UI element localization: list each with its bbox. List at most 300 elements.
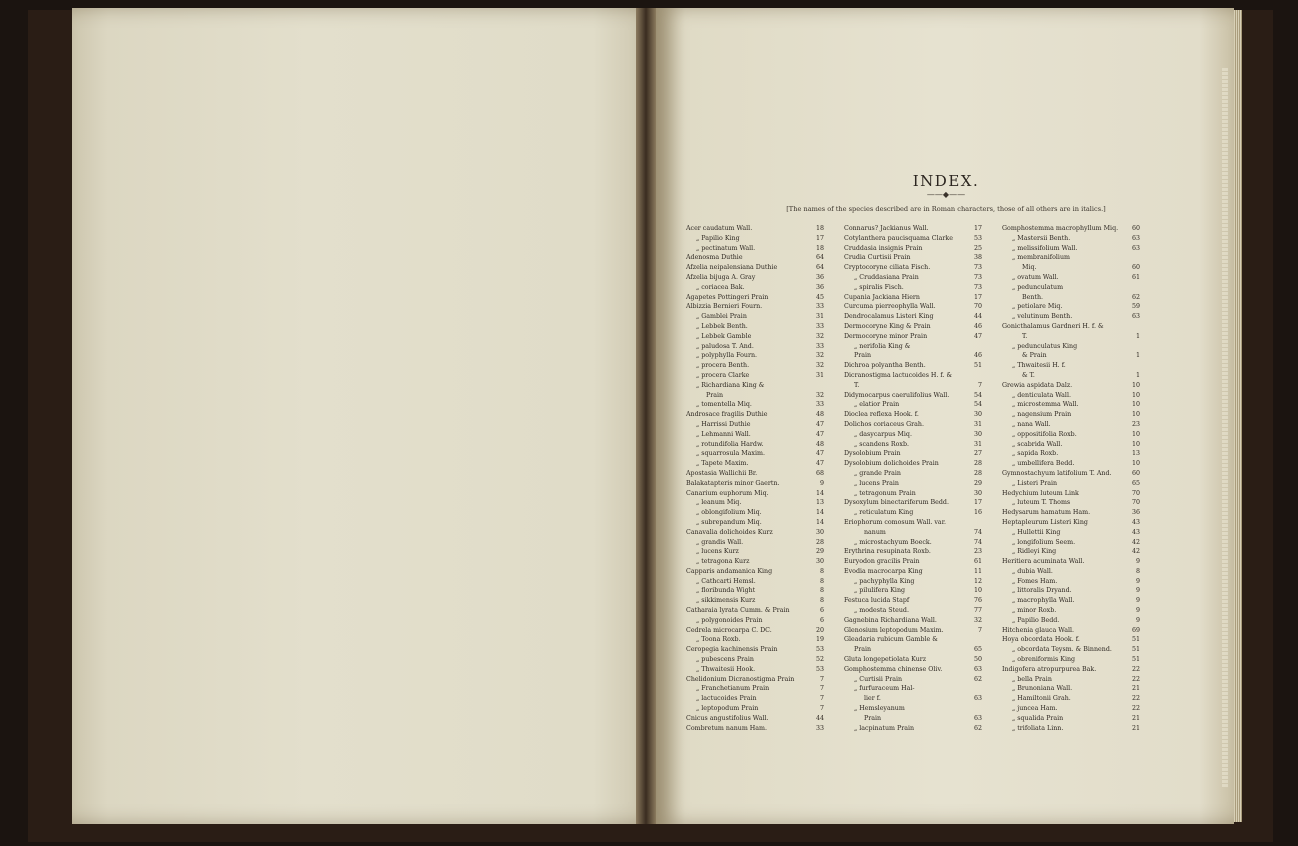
entry-name: „ lactucoides Prain — [696, 695, 757, 703]
index-entry — [844, 312, 982, 322]
entry-page-number: 48 — [815, 440, 824, 448]
index-entry — [844, 498, 982, 508]
entry-name: „ Curtisii Prain — [854, 675, 903, 683]
entry-name: „ pilulifera King — [854, 587, 906, 595]
entry-page-number: 30 — [973, 411, 982, 419]
index-entry — [844, 645, 982, 655]
index-entry — [686, 694, 824, 704]
entry-name: „ oblongifolium Miq. — [696, 509, 762, 517]
entry-page-number: 21 — [1131, 685, 1140, 693]
entry-page-number: 73 — [973, 273, 982, 281]
entry-page-number: 9 — [1135, 597, 1140, 605]
entry-page-number: 36 — [1131, 509, 1140, 517]
entry-page-number: 38 — [973, 254, 982, 262]
index-entry — [844, 253, 982, 263]
entry-name: Dolichos coriaceus Grah. — [844, 420, 924, 428]
entry-page-number: 77 — [973, 607, 982, 615]
entry-page-number: 17 — [973, 499, 982, 507]
entry-name: „ pubescens Prain — [696, 656, 754, 664]
entry-name: Hedychium luteum Link — [1002, 489, 1079, 497]
entry-page-number: 7 — [819, 705, 824, 713]
index-entry — [1002, 635, 1140, 645]
entry-page-number: 7 — [977, 626, 982, 634]
entry-page-number: 65 — [1131, 479, 1140, 487]
entry-name: „ microstemma Wall. — [1012, 401, 1079, 409]
entry-name: „ Tapete Maxim. — [696, 460, 749, 468]
entry-name: Heritiera acuminata Wall. — [1002, 558, 1085, 566]
entry-page-number: 17 — [973, 225, 982, 232]
index-entry — [844, 469, 982, 479]
entry-page-number: 53 — [815, 665, 824, 673]
entry-page-number: 10 — [1131, 411, 1140, 419]
entry-page-number: 53 — [973, 234, 982, 242]
index-entry — [844, 704, 982, 714]
entry-name: Prain — [854, 352, 872, 360]
entry-name: „ dubia Wall. — [1012, 567, 1053, 575]
entry-name: „ spiralis Fisch. — [854, 283, 904, 291]
index-entry — [1002, 273, 1140, 283]
entry-name: „ Fomes Ham. — [1012, 577, 1058, 585]
entry-page-number: 31 — [815, 371, 824, 379]
entry-name: Gagnebina Richardiana Wall. — [844, 616, 937, 624]
entry-name: „ subrepandum Miq. — [696, 518, 762, 526]
index-entry — [686, 724, 824, 734]
entry-page-number: 13 — [1131, 450, 1140, 458]
entry-name: „ scabrida Wall. — [1012, 440, 1063, 448]
entry-name: Afzelia neipalensiana Duthie — [686, 264, 778, 272]
index-entry — [686, 547, 824, 557]
entry-name: „ Hullettii King — [1012, 528, 1061, 536]
index-entry — [844, 273, 982, 283]
index-entry — [686, 469, 824, 479]
entry-name: Acer caudatum Wall. — [686, 225, 753, 232]
index-entry — [844, 400, 982, 410]
entry-name: „ nana Wall. — [1012, 420, 1051, 428]
index-entry — [1002, 606, 1140, 616]
entry-page-number: 28 — [815, 538, 824, 546]
entry-page-number: 63 — [973, 665, 982, 673]
index-entry — [1002, 577, 1140, 587]
entry-name: „ lucens Kurz — [696, 548, 739, 556]
entry-name: Erythrina resupinata Roxb. — [844, 548, 931, 556]
index-entry — [844, 518, 982, 528]
entry-name: Dermocoryne minor Prain — [844, 332, 928, 340]
entry-name: „ trifoliata Linn. — [1012, 724, 1064, 732]
entry-name: Cotylanthera paucisquama Clarke — [844, 234, 953, 242]
entry-name: „ dasycarpus Miq. — [854, 430, 912, 438]
entry-page-number: 7 — [977, 381, 982, 389]
entry-name: „ tetragona Kurz — [696, 558, 750, 566]
index-entry — [1002, 469, 1140, 479]
entry-page-number: 36 — [815, 273, 824, 281]
index-entry — [1002, 694, 1140, 704]
index-entry — [686, 567, 824, 577]
entry-page-number: 46 — [973, 352, 982, 360]
entry-name: „ luteum T. Thoms — [1012, 499, 1071, 507]
index-entry — [1002, 381, 1140, 391]
entry-name: „ pedunculatum — [1012, 283, 1064, 291]
index-entry — [1002, 283, 1140, 293]
index-column-1 — [686, 224, 824, 733]
entry-name: „ elatior Prain — [854, 401, 900, 409]
entry-name: „ rotundifolia Hardw. — [696, 440, 764, 448]
entry-page-number: 28 — [973, 460, 982, 468]
entry-name: Curcuma pierreophylla Wall. — [844, 303, 936, 311]
entry-page-number: 22 — [1131, 675, 1140, 683]
entry-page-number: 14 — [815, 509, 824, 517]
entry-page-number: 64 — [815, 264, 824, 272]
entry-name: lier f. — [864, 695, 881, 703]
entry-name: Cupania Jackiana Hiern — [844, 293, 920, 301]
entry-page-number: 8 — [1135, 567, 1140, 575]
index-entry — [844, 381, 982, 391]
index-entry — [686, 665, 824, 675]
index-entry — [686, 234, 824, 244]
entry-name: Dysoxylum binectariferum Bedd. — [844, 499, 949, 507]
entry-page-number: 28 — [973, 469, 982, 477]
index-entry — [1002, 498, 1140, 508]
index-page — [656, 8, 1234, 824]
index-entry — [686, 596, 824, 606]
entry-name: „ leptopodum Prain — [696, 705, 759, 713]
entry-name: Gonicthalamus Gardneri H. f. & — [1002, 322, 1104, 330]
index-entry — [686, 371, 824, 381]
index-entry — [844, 459, 982, 469]
entry-name: „ pectinatum Wall. — [696, 244, 756, 252]
entry-name: „ oppositifolia Roxb. — [1012, 430, 1077, 438]
index-entry — [1002, 224, 1140, 234]
entry-page-number: 14 — [815, 518, 824, 526]
index-entry — [1002, 645, 1140, 655]
entry-page-number: 47 — [815, 430, 824, 438]
entry-page-number: 23 — [973, 548, 982, 556]
entry-page-number: 44 — [973, 313, 982, 321]
entry-name: Capparis andamanica King — [686, 567, 773, 575]
index-entry — [686, 332, 824, 342]
entry-page-number: 9 — [819, 479, 824, 487]
entry-page-number: 9 — [1135, 577, 1140, 585]
index-entry — [1002, 391, 1140, 401]
entry-page-number: 10 — [1131, 401, 1140, 409]
entry-page-number: 61 — [1131, 273, 1140, 281]
entry-name: „ floribunda Wight — [696, 587, 756, 595]
entry-name: „ polygonoides Prain — [696, 616, 763, 624]
index-entry — [1002, 616, 1140, 626]
index-entry — [844, 283, 982, 293]
entry-page-number: 21 — [1131, 724, 1140, 732]
index-entry — [844, 714, 982, 724]
index-entry — [1002, 312, 1140, 322]
entry-name: Miq. — [1022, 264, 1037, 272]
entry-page-number: 9 — [1135, 558, 1140, 566]
entry-name: „ Hemsleyanum — [854, 705, 905, 713]
index-entry — [1002, 371, 1140, 381]
index-entry — [686, 518, 824, 528]
index-entry — [1002, 547, 1140, 557]
entry-name: „ grandis Wall. — [696, 538, 744, 546]
index-entry — [686, 253, 824, 263]
entry-name: „ Toona Roxb. — [696, 636, 741, 644]
entry-page-number: 8 — [819, 587, 824, 595]
entry-name: „ nagensium Prain — [1012, 411, 1072, 419]
entry-name: „ membranifolium — [1012, 254, 1070, 262]
entry-page-number: 1 — [1135, 371, 1140, 379]
index-entry — [844, 577, 982, 587]
entry-name: Cruddasia insignis Prain — [844, 244, 923, 252]
entry-name: Chelidonium Dicranostigma Prain — [686, 675, 795, 683]
entry-page-number: 33 — [815, 342, 824, 350]
entry-name: „ bella Prain — [1012, 675, 1052, 683]
entry-page-number: 62 — [973, 724, 982, 732]
entry-name: „ procera Benth. — [696, 362, 750, 370]
entry-name: Balakatapteris minor Gaertn. — [686, 479, 780, 487]
entry-page-number: 29 — [815, 548, 824, 556]
entry-name: „ tetragonum Prain — [854, 489, 916, 497]
index-entry — [686, 302, 824, 312]
index-entry — [844, 293, 982, 303]
entry-name: Canarium euphorum Miq. — [686, 489, 769, 497]
entry-name: „ nerifolia King & — [854, 342, 911, 350]
index-entry — [1002, 440, 1140, 450]
entry-page-number: 22 — [1131, 705, 1140, 713]
entry-name: „ grande Prain — [854, 469, 901, 477]
index-entry — [1002, 596, 1140, 606]
entry-name: Hedysarum hamatum Ham. — [1002, 509, 1091, 517]
index-entry — [1002, 263, 1140, 273]
index-entry — [1002, 675, 1140, 685]
entry-page-number: 10 — [1131, 430, 1140, 438]
entry-page-number: 33 — [815, 303, 824, 311]
index-entry — [1002, 518, 1140, 528]
entry-page-number: 54 — [973, 391, 982, 399]
entry-page-number: 70 — [973, 303, 982, 311]
index-entry — [686, 381, 824, 391]
index-entry — [844, 606, 982, 616]
entry-page-number: 10 — [1131, 391, 1140, 399]
entry-page-number: 17 — [815, 234, 824, 242]
entry-page-number: 70 — [1131, 499, 1140, 507]
entry-name: „ Franchetianum Prain — [696, 685, 770, 693]
index-entry — [844, 616, 982, 626]
index-entry — [844, 655, 982, 665]
entry-name: „ squarrosula Maxim. — [696, 450, 765, 458]
index-entry — [844, 263, 982, 273]
entry-name: „ Lebbek Benth. — [696, 322, 748, 330]
index-entry — [686, 645, 824, 655]
index-entry — [844, 538, 982, 548]
entry-page-number: 22 — [1131, 695, 1140, 703]
entry-page-number: 17 — [973, 293, 982, 301]
entry-name: „ umbellifera Bedd. — [1012, 460, 1075, 468]
index-entry — [686, 322, 824, 332]
index-entry — [1002, 332, 1140, 342]
entry-name: „ Lebbek Gamble — [696, 332, 752, 340]
entry-name: Cnicus angustifolius Wall. — [686, 714, 769, 722]
entry-page-number: 61 — [973, 558, 982, 566]
index-entry — [1002, 449, 1140, 459]
entry-name: Dysolobium Prain — [844, 450, 901, 458]
index-entry — [844, 684, 982, 694]
entry-page-number: 20 — [815, 626, 824, 634]
entry-page-number: 31 — [973, 440, 982, 448]
entry-page-number: 13 — [815, 499, 824, 507]
entry-page-number: 12 — [973, 577, 982, 585]
entry-name: Cedrela microcarpa C. DC. — [686, 626, 772, 634]
entry-name: „ Lehmanni Wall. — [696, 430, 751, 438]
index-entry — [1002, 253, 1140, 263]
entry-name: „ macrophylla Wall. — [1012, 597, 1075, 605]
entry-page-number: 51 — [1131, 636, 1140, 644]
entry-name: „ littoralis Dryand. — [1012, 587, 1072, 595]
entry-name: Apostasia Wallichii Br. — [686, 469, 758, 477]
index-entry — [844, 489, 982, 499]
entry-page-number: 1 — [1135, 332, 1140, 340]
index-entry — [844, 332, 982, 342]
entry-page-number: 16 — [973, 509, 982, 517]
entry-name: Indigofera atropurpurea Bak. — [1002, 665, 1097, 673]
index-entry — [686, 489, 824, 499]
index-entry — [686, 626, 824, 636]
entry-page-number: 62 — [973, 675, 982, 683]
entry-name: „ velutinum Benth. — [1012, 313, 1073, 321]
index-entry — [1002, 244, 1140, 254]
entry-name: Androsace fragilis Duthie — [686, 411, 768, 419]
entry-page-number: 7 — [819, 675, 824, 683]
entry-page-number: 22 — [1131, 665, 1140, 673]
entry-name: „ lacpinatum Prain — [854, 724, 915, 732]
index-entry — [844, 361, 982, 371]
entry-page-number: 68 — [815, 469, 824, 477]
entry-page-number: 31 — [973, 420, 982, 428]
index-entry — [844, 391, 982, 401]
entry-name: Gluta longepetiolata Kurz — [844, 656, 927, 664]
entry-page-number: 10 — [1131, 460, 1140, 468]
entry-name: Festuca lucida Stapf — [844, 597, 910, 605]
entry-page-number: 18 — [815, 225, 824, 232]
index-entry — [1002, 665, 1140, 675]
entry-page-number: 42 — [1131, 548, 1140, 556]
index-entry — [844, 351, 982, 361]
entry-name: „ petiolare Miq. — [1012, 303, 1063, 311]
index-entry — [686, 479, 824, 489]
entry-page-number: 60 — [1131, 469, 1140, 477]
entry-page-number: 43 — [1131, 528, 1140, 536]
index-entry — [686, 391, 824, 401]
entry-page-number: 19 — [815, 636, 824, 644]
entry-page-number: 63 — [1131, 234, 1140, 242]
index-entry — [1002, 704, 1140, 714]
index-entry — [844, 528, 982, 538]
entry-name: Ceropegia kachinensis Prain — [686, 646, 778, 654]
entry-page-number: 46 — [973, 322, 982, 330]
entry-name: Adenosma Duthie — [686, 254, 743, 262]
entry-name: Prain — [864, 714, 882, 722]
entry-name: Dioclea reflexa Hook. f. — [844, 411, 919, 419]
entry-page-number: 7 — [819, 695, 824, 703]
entry-page-number: 6 — [819, 616, 824, 624]
index-entry — [844, 371, 982, 381]
index-entry — [844, 479, 982, 489]
index-entry — [844, 342, 982, 352]
index-entry — [844, 586, 982, 596]
index-entry — [686, 244, 824, 254]
entry-page-number: 60 — [1131, 225, 1140, 232]
index-entry — [844, 557, 982, 567]
index-entry — [686, 528, 824, 538]
entry-name: Gomphostemma chinense Oliv. — [844, 665, 943, 673]
index-entry — [686, 508, 824, 518]
entry-name: Heptapleurum Listeri King — [1002, 518, 1088, 526]
entry-name: Hoya obcordata Hook. f. — [1002, 636, 1080, 644]
entry-name: „ modesta Steud. — [854, 607, 909, 615]
index-entry — [844, 635, 982, 645]
index-entry — [686, 430, 824, 440]
entry-page-number: 32 — [973, 616, 982, 624]
index-column-2 — [844, 224, 982, 733]
entry-name: „ minor Roxb. — [1012, 607, 1057, 615]
index-entry — [844, 440, 982, 450]
entry-page-number: 23 — [1131, 420, 1140, 428]
entry-name: Gymnostachyum latifolium T. And. — [1002, 469, 1112, 477]
entry-page-number: 63 — [1131, 313, 1140, 321]
index-entry — [844, 665, 982, 675]
entry-page-number: 30 — [973, 430, 982, 438]
index-entry — [844, 234, 982, 244]
index-entry — [844, 694, 982, 704]
entry-page-number: 21 — [1131, 714, 1140, 722]
index-entry — [1002, 410, 1140, 420]
entry-page-number: 25 — [973, 244, 982, 252]
entry-name: Gleadaria rubicum Gamble & — [844, 636, 938, 644]
entry-page-number: 32 — [815, 352, 824, 360]
index-entry — [686, 704, 824, 714]
index-entry — [1002, 351, 1140, 361]
index-entry — [686, 459, 824, 469]
index-entry — [686, 400, 824, 410]
index-entry — [1002, 361, 1140, 371]
title-ornament: ——◆—— — [926, 190, 966, 199]
entry-name: „ Hamiltonii Grah. — [1012, 695, 1071, 703]
entry-page-number: 9 — [1135, 616, 1140, 624]
index-entry — [1002, 528, 1140, 538]
entry-name: „ Mastersii Benth. — [1012, 234, 1071, 242]
entry-page-number: 29 — [973, 479, 982, 487]
entry-page-number: 10 — [1131, 440, 1140, 448]
index-column-3 — [1002, 224, 1140, 733]
entry-page-number: 47 — [815, 450, 824, 458]
index-entry — [1002, 342, 1140, 352]
entry-page-number: 53 — [815, 646, 824, 654]
entry-page-number: 73 — [973, 264, 982, 272]
index-entry — [1002, 724, 1140, 734]
index-subtitle: [The names of the species described are in Roman characters, those of all others are in italics.] — [786, 205, 1106, 213]
entry-page-number: 27 — [973, 450, 982, 458]
entry-name: nanum — [864, 528, 886, 536]
entry-page-number: 30 — [973, 489, 982, 497]
index-entry — [686, 273, 824, 283]
entry-name: Catharaia lyrata Cumm. & Prain — [686, 607, 790, 615]
index-entry — [686, 655, 824, 665]
index-entry — [686, 342, 824, 352]
entry-page-number: 33 — [815, 401, 824, 409]
entry-page-number: 44 — [815, 714, 824, 722]
entry-page-number: 30 — [815, 558, 824, 566]
entry-name: Combretum nanum Ham. — [686, 724, 768, 732]
entry-name: „ microstachyum Boeck. — [854, 538, 932, 546]
entry-page-number: 73 — [973, 283, 982, 291]
index-entry — [1002, 322, 1140, 332]
index-entry — [844, 596, 982, 606]
